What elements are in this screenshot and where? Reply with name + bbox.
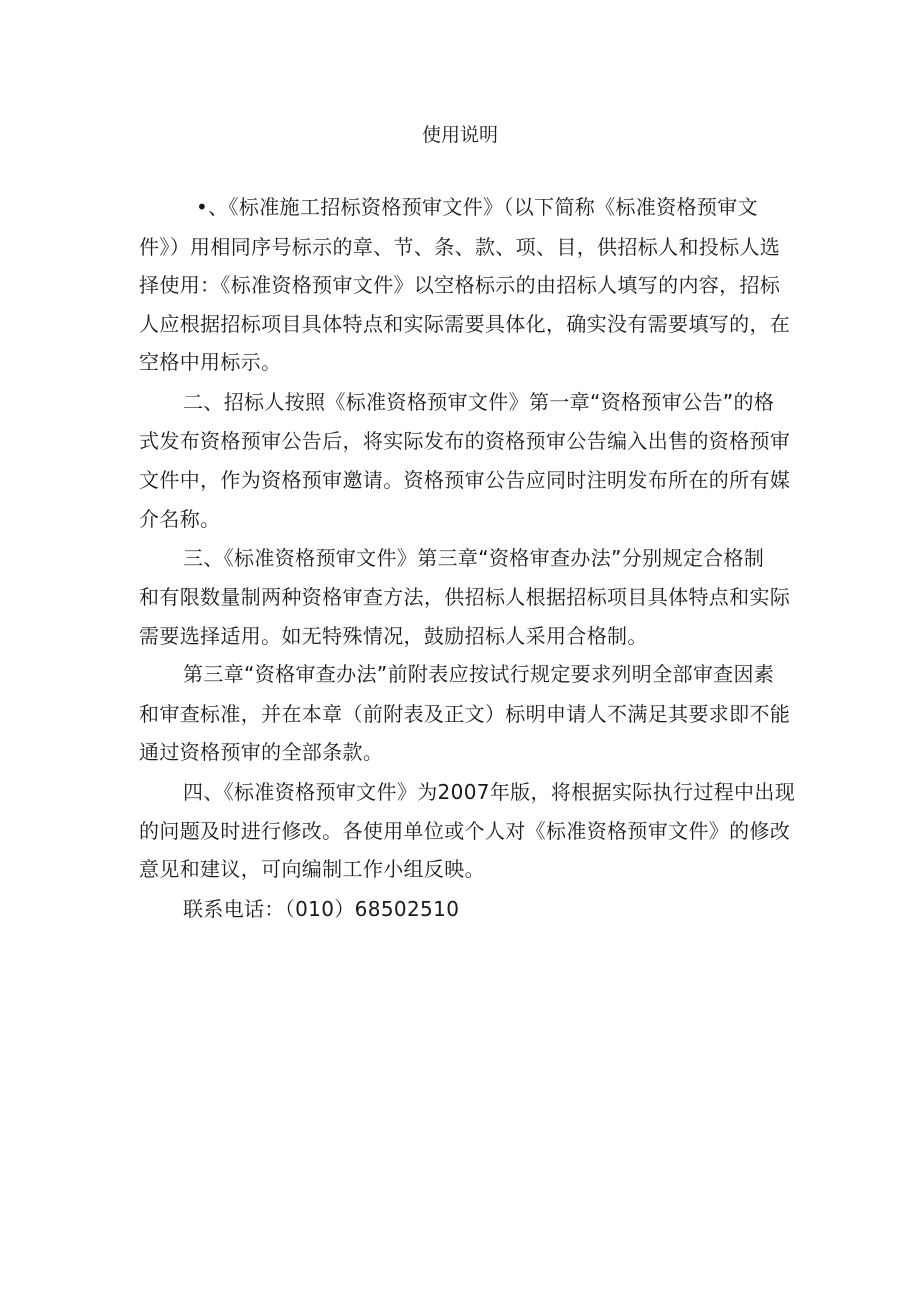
paragraph-line: 择使用：《标准资格预审文件》以空格标示的由招标人填写的内容，招标 bbox=[139, 273, 781, 297]
paragraph-line: •、《标准施工招标资格预审文件》（以下简称《标准资格预审文 bbox=[196, 195, 758, 219]
page-title: 使用说明 bbox=[421, 124, 498, 146]
contact-phone: 联系电话：（010）68502510 bbox=[183, 897, 460, 921]
paragraph-line: 介名称。 bbox=[139, 507, 221, 531]
paragraph-line: 和审查标准，并在本章（前附表及正文）标明申请人不满足其要求即不能 bbox=[139, 702, 791, 726]
paragraph-line: 和有限数量制两种资格审查方法，供招标人根据招标项目具体特点和实际 bbox=[139, 585, 791, 609]
paragraph-line: 需要选择适用。如无特殊情况，鼓励招标人采用合格制。 bbox=[139, 624, 648, 648]
paragraph-line: 式发布资格预审公告后，将实际发布的资格预审公告编入出售的资格预审 bbox=[139, 429, 791, 453]
paragraph-line: 件》）用相同序号标示的章、节、条、款、项、目，供招标人和投标人选 bbox=[139, 235, 781, 259]
paragraph-line: 人应根据招标项目具体特点和实际需要具体化，确实没有需要填写的，在 bbox=[139, 312, 791, 336]
paragraph-line: 四、《标准资格预审文件》为2007年版，将根据实际执行过程中出现 bbox=[183, 780, 796, 804]
paragraph-line: 空格中用标示。 bbox=[139, 350, 282, 374]
paragraph-line: 第三章“资格审查办法”前附表应按试行规定要求列明全部审查因素 bbox=[183, 662, 775, 686]
paragraph-line: 二、招标人按照《标准资格预审文件》第一章“资格预审公告”的格 bbox=[183, 390, 775, 414]
paragraph-line: 三、《标准资格预审文件》第三章“资格审查办法”分别规定合格制 bbox=[183, 546, 765, 570]
paragraph-line: 文件中，作为资格预审邀请。资格预审公告应同时注明发布所在的所有媒 bbox=[139, 468, 791, 492]
paragraph-line: 的问题及时进行修改。各使用单位或个人对《标准资格预审文件》的修改 bbox=[139, 819, 791, 843]
paragraph-line: 意见和建议，可向编制工作小组反映。 bbox=[139, 857, 485, 881]
paragraph-line: 通过资格预审的全部条款。 bbox=[139, 740, 384, 764]
